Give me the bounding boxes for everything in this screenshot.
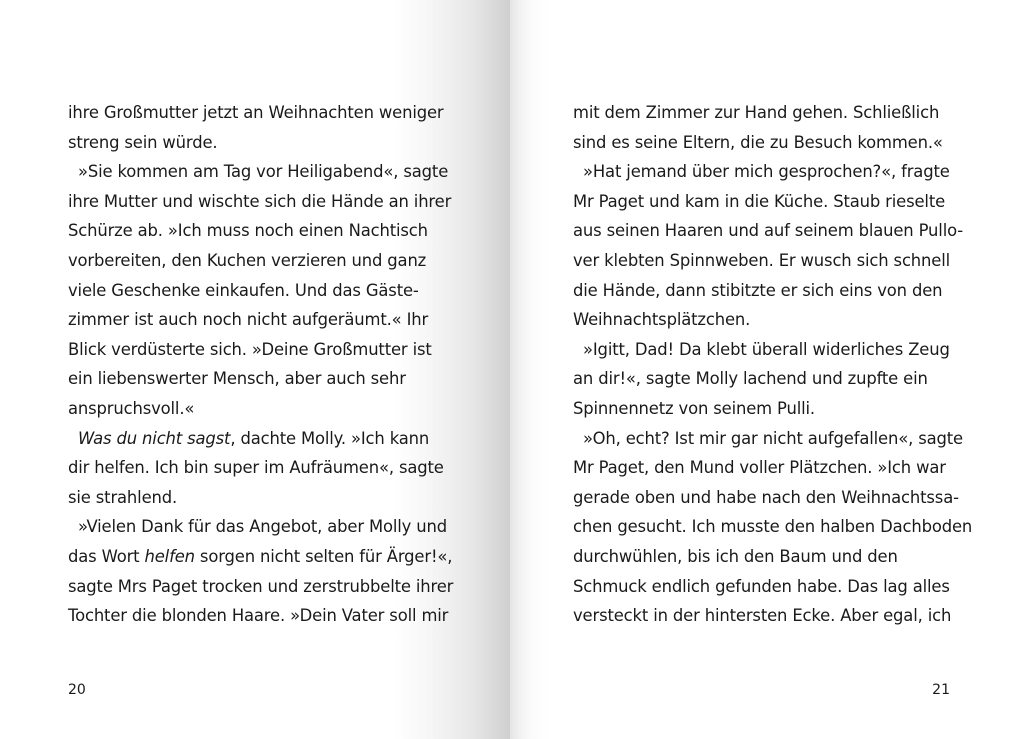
text-segment: zimmer ist auch noch nicht aufgeräumt.« Ihr: [68, 310, 429, 330]
text-line: [573, 424, 963, 454]
text-segment: das Wort: [68, 546, 145, 566]
text-line: [68, 128, 448, 158]
text-segment: ver klebten Spinnweben. Er wusch sich schnell: [573, 250, 951, 270]
text-line: [573, 128, 963, 158]
text-segment: streng sein würde.: [68, 132, 218, 152]
text-segment: sorgen nicht selten für Ärger!«,: [194, 546, 453, 566]
text-line: [68, 572, 454, 602]
text-line: [68, 394, 448, 424]
italic-text: helfen: [144, 546, 195, 566]
text-line: [573, 394, 963, 424]
text-line: [573, 512, 973, 542]
text-segment: Schmuck endlich gefunden habe. Das lag alles: [573, 576, 950, 596]
left-page-text: [68, 98, 454, 631]
text-line: [573, 98, 963, 128]
text-segment: Spinnennetz von seinem Pulli.: [573, 398, 815, 418]
text-line: [573, 157, 963, 187]
text-segment: »Igitt, Dad! Da klebt überall widerliches Zeug: [583, 339, 950, 359]
text-line: [573, 276, 963, 306]
text-line: [573, 187, 963, 217]
text-line: [573, 572, 963, 602]
text-line: [68, 335, 448, 365]
text-line: [68, 364, 448, 394]
text-segment: Mr Paget und kam in die Küche. Staub rieselte: [573, 191, 946, 211]
text-segment: Tochter die blonden Haare. »Dein Vater soll mir: [68, 606, 449, 626]
text-line: [573, 335, 963, 365]
text-line: [68, 187, 452, 217]
text-line: [68, 305, 448, 335]
text-segment: sie strahlend.: [68, 487, 178, 507]
text-segment: an dir!«, sagte Molly lachend und zupfte ein: [573, 369, 928, 389]
text-segment: viele Geschenke einkaufen. Und das Gäste-: [68, 280, 419, 300]
text-segment: »Oh, echt? Ist mir gar nicht aufgefallen«, sagte: [583, 428, 963, 448]
text-segment: anspruchsvoll.«: [68, 398, 195, 418]
text-line: [573, 364, 963, 394]
text-line: [68, 216, 448, 246]
text-line: [68, 453, 448, 483]
text-segment: die Hände, dann stibitzte er sich eins von den: [573, 280, 943, 300]
text-line: [68, 246, 448, 276]
text-line: [68, 483, 448, 513]
text-segment: gerade oben und habe nach den Weihnachtssa-: [573, 487, 959, 507]
text-segment: ein liebenswerter Mensch, aber auch sehr: [68, 369, 406, 389]
text-segment: Weihnachtsplätzchen.: [573, 310, 751, 330]
text-segment: »Vielen Dank für das Angebot, aber Molly und: [78, 517, 448, 537]
text-segment: chen gesucht. Ich musste den halben Dachboden: [573, 517, 973, 537]
text-line: [573, 453, 963, 483]
right-page-number: 21: [932, 682, 950, 698]
text-line: [68, 276, 448, 306]
text-line: [573, 601, 963, 631]
text-line: [573, 305, 963, 335]
text-segment: sagte Mrs Paget trocken und zerstrubbelte ihrer: [68, 576, 454, 596]
text-line: [573, 483, 963, 513]
text-segment: vorbereiten, den Kuchen verzieren und ganz: [68, 250, 427, 270]
left-page-number: 20: [68, 682, 86, 698]
right-page: [510, 0, 1020, 739]
italic-text: Was du nicht sagst: [78, 428, 231, 448]
text-segment: sind es seine Eltern, die zu Besuch kommen.«: [573, 132, 943, 152]
text-segment: »Hat jemand über mich gesprochen?«, fragte: [583, 162, 950, 182]
text-segment: versteckt in der hintersten Ecke. Aber egal, ich: [573, 606, 952, 626]
text-line: [68, 98, 448, 128]
text-line: [68, 512, 448, 542]
text-segment: »Sie kommen am Tag vor Heiligabend«, sagte: [78, 162, 449, 182]
text-segment: mit dem Zimmer zur Hand gehen. Schließlich: [573, 103, 940, 122]
text-line: [573, 542, 963, 572]
text-segment: Blick verdüsterte sich. »Deine Großmutter ist: [68, 339, 432, 359]
text-segment: ihre Mutter und wischte sich die Hände an ihrer: [68, 191, 452, 211]
text-segment: Mr Paget, den Mund voller Plätzchen. »Ich war: [573, 458, 946, 478]
text-segment: , dachte Molly. »Ich kann: [230, 428, 430, 448]
right-page-text: [573, 98, 973, 631]
text-line: [573, 246, 963, 276]
text-line: [68, 601, 448, 631]
text-segment: Schürze ab. »Ich muss noch einen Nachtisch: [68, 221, 428, 241]
text-line: [68, 424, 448, 454]
text-segment: aus seinen Haaren und auf seinem blauen Pullo-: [573, 221, 964, 241]
text-segment: ihre Großmutter jetzt an Weihnachten weniger: [68, 103, 444, 122]
text-segment: dir helfen. Ich bin super im Aufräumen«, sagte: [68, 458, 444, 478]
text-segment: durchwühlen, bis ich den Baum und den: [573, 546, 898, 566]
text-line: [573, 216, 963, 246]
text-line: [68, 157, 448, 187]
text-line: [68, 542, 453, 572]
